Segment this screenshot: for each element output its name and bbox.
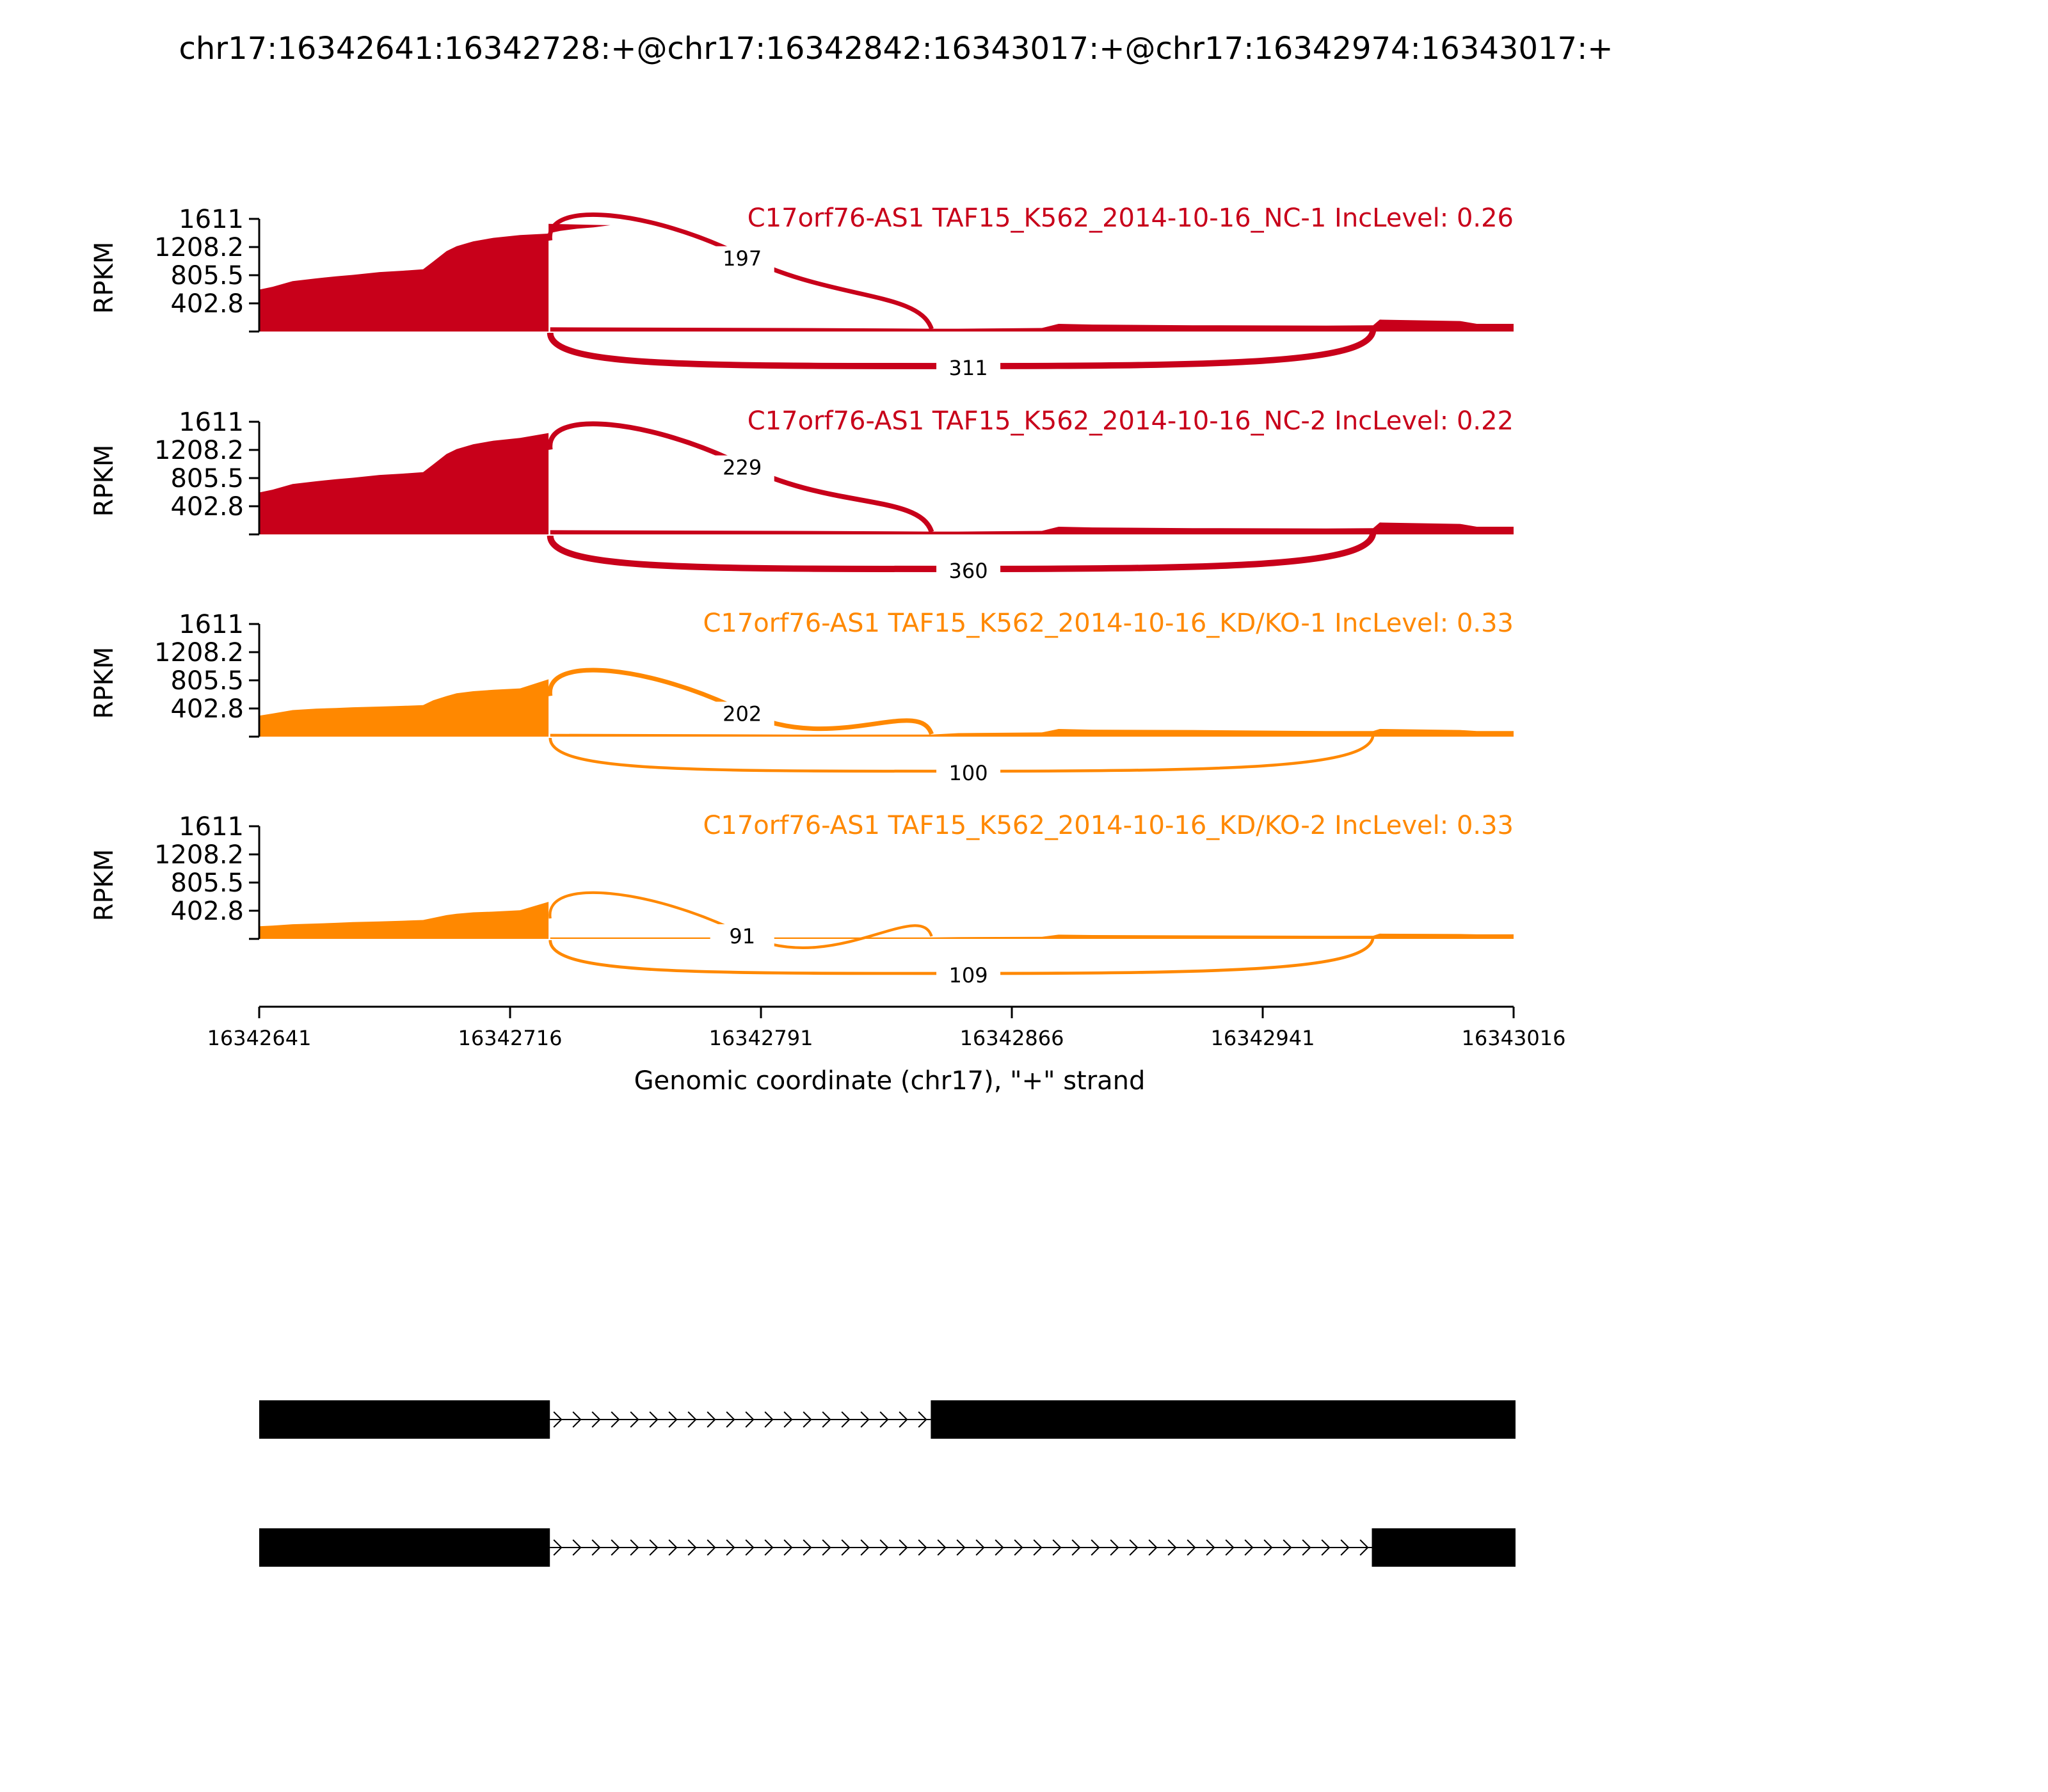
isoform-1 <box>259 1400 1516 1439</box>
x-axis-label: Genomic coordinate (chr17), "+" strand <box>634 1066 1146 1096</box>
x-tick-label: 16342866 <box>959 1026 1064 1050</box>
junction-count-label: 360 <box>948 559 988 583</box>
y-tick-label: 402.8 <box>170 289 244 319</box>
exon-block <box>1372 1528 1516 1567</box>
junction-count-label: 197 <box>723 246 762 271</box>
y-tick-label: 805.5 <box>170 868 244 898</box>
coverage-area-tail <box>550 522 1514 534</box>
y-tick-label: 805.5 <box>170 464 244 493</box>
junction-count-label: 229 <box>723 455 762 480</box>
y-tick-label: 402.8 <box>170 492 244 522</box>
x-tick-label: 16342716 <box>458 1026 563 1050</box>
isoform-models <box>259 1400 1516 1567</box>
series-name: C17orf76-AS1 TAF15_K562_2014-10-16_KD/KO-1 IncLevel: 0.33 <box>703 609 1514 638</box>
x-axis <box>207 1007 1566 1050</box>
y-tick-label: 1208.2 <box>154 638 244 668</box>
chart-title: chr17:16342641:16342728:+@chr17:16342842:16343017:+@chr17:16342974:16343017:+ <box>179 31 1613 67</box>
x-tick-label: 16342791 <box>708 1026 813 1050</box>
y-tick-label: 1208.2 <box>154 840 244 870</box>
y-tick-label: 1611 <box>179 610 244 639</box>
junction-count-label: 109 <box>948 963 988 988</box>
junction-count-label: 100 <box>948 761 988 785</box>
coverage-tracks <box>90 204 1514 990</box>
exon-block <box>931 1400 1516 1439</box>
y-tick-label: 402.8 <box>170 896 244 926</box>
series-name: C17orf76-AS1 TAF15_K562_2014-10-16_KD/KO-2 IncLevel: 0.33 <box>703 811 1514 840</box>
coverage-area-tail <box>550 319 1514 332</box>
coverage-area <box>259 679 548 737</box>
y-axis-label: RPKM <box>90 444 119 517</box>
coverage-area <box>259 224 611 332</box>
track-2 <box>90 406 1514 586</box>
x-tick-label: 16343016 <box>1461 1026 1566 1050</box>
coverage-area-tail <box>550 934 1514 939</box>
junction-count-label: 202 <box>723 701 762 726</box>
y-tick-label: 1611 <box>179 205 244 234</box>
track-3 <box>90 609 1514 788</box>
y-tick-label: 805.5 <box>170 666 244 696</box>
track-4 <box>90 811 1514 990</box>
junction-count-label: 91 <box>729 924 756 949</box>
y-tick-label: 1208.2 <box>154 436 244 466</box>
y-tick-label: 402.8 <box>170 694 244 724</box>
exon-block <box>259 1528 550 1567</box>
y-tick-label: 1611 <box>179 408 244 437</box>
x-tick-label: 16342941 <box>1210 1026 1315 1050</box>
junction-count-label: 311 <box>948 356 988 380</box>
y-axis-label: RPKM <box>90 241 119 314</box>
coverage-area-tail <box>550 729 1514 737</box>
series-name: C17orf76-AS1 TAF15_K562_2014-10-16_NC-2 IncLevel: 0.22 <box>747 406 1514 436</box>
coverage-area <box>259 433 548 534</box>
series-name: C17orf76-AS1 TAF15_K562_2014-10-16_NC-1 IncLevel: 0.26 <box>747 204 1514 233</box>
y-axis-label: RPKM <box>90 849 119 922</box>
exon-block <box>259 1400 550 1439</box>
y-tick-label: 1208.2 <box>154 233 244 263</box>
y-axis-label: RPKM <box>90 646 119 719</box>
y-tick-label: 805.5 <box>170 261 244 291</box>
x-tick-label: 16342641 <box>207 1026 312 1050</box>
y-tick-label: 1611 <box>179 812 244 842</box>
isoform-2 <box>259 1528 1516 1567</box>
coverage-area <box>259 902 548 939</box>
track-1 <box>90 204 1514 383</box>
